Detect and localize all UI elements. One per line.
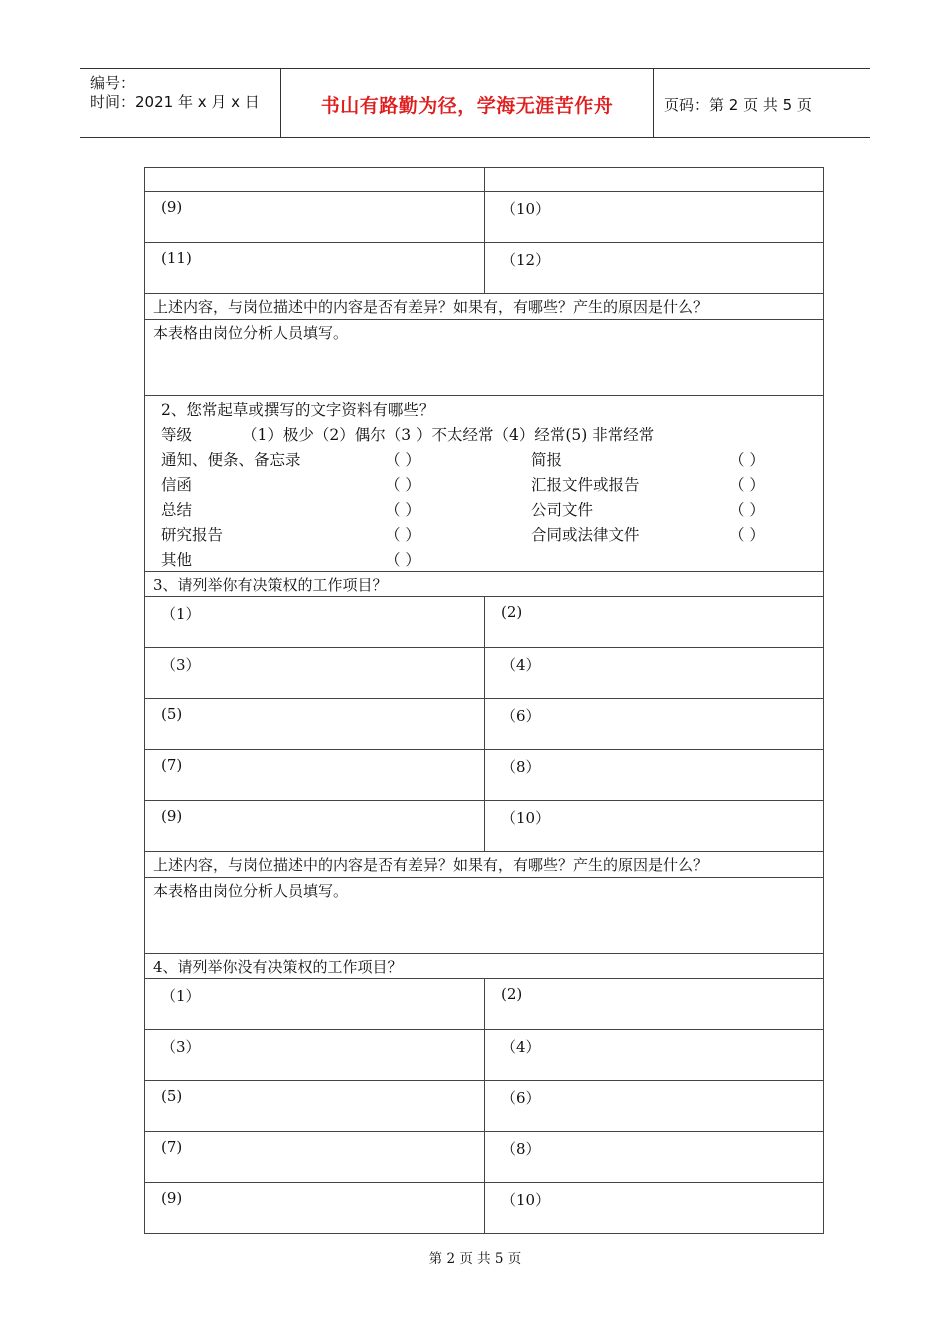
doc-type-label: 简报 [531,451,563,469]
non-decision-item-cell[interactable]: （6） [501,1089,541,1107]
table-row [144,572,824,597]
frequency-input[interactable]: （ ） [385,501,421,519]
writing-frequency-section [144,396,824,572]
frequency-level-label: 等级 [161,426,193,444]
doc-type-label: 其他 [161,551,193,569]
decision-item-cell[interactable]: （3） [145,648,485,698]
decision-item-cell[interactable]: （6） [501,707,541,725]
non-decision-item-cell[interactable]: （10） [501,1191,551,1209]
non-decision-item-cell[interactable]: （8） [501,1140,541,1158]
frequency-input[interactable]: （ ） [729,476,765,494]
non-decision-item-cell[interactable]: (5) [145,1081,485,1131]
frequency-input[interactable]: （ ） [385,551,421,569]
table-row [144,320,824,396]
frequency-input[interactable]: （ ） [385,526,421,544]
analyst-note-field[interactable]: 本表格由岗位分析人员填写。 [153,882,349,900]
table-row [144,1081,824,1132]
table-cell[interactable] [145,168,485,191]
table-row [144,1183,824,1234]
table-row [144,852,824,878]
table-row [144,1030,824,1081]
frequency-input[interactable]: （ ） [385,476,421,494]
doc-type-label: 汇报文件或报告 [531,476,640,494]
item-12-cell[interactable]: （12） [501,251,551,269]
decision-item-cell[interactable]: （8） [501,758,541,776]
frequency-scale [161,423,654,445]
item-11-cell[interactable]: (11) [145,243,485,293]
job-analysis-table [144,167,824,1234]
doc-type-label: 公司文件 [531,501,594,519]
section-4-question: 4、请列举你没有决策权的工作项目？ [153,958,403,976]
difference-question: 上述内容，与岗位描述中的内容是否有差异？如果有，有哪些？产生的原因是什么？ [153,298,709,316]
non-decision-item-cell[interactable]: (7) [145,1132,485,1182]
non-decision-item-cell[interactable]: (2) [501,985,523,1003]
table-row [144,750,824,801]
doc-type-label: 研究报告 [161,526,224,544]
decision-item-cell[interactable]: (7) [145,750,485,800]
header-motto-cell [281,69,654,137]
table-row [144,648,824,699]
page-header [80,68,870,138]
header-meta [80,69,281,137]
analyst-note-field[interactable]: 本表格由岗位分析人员填写。 [153,324,349,342]
doc-type-label: 信函 [161,476,193,494]
decision-item-cell[interactable]: (2) [501,603,523,621]
doc-type-label: 通知、便条、备忘录 [161,451,301,469]
non-decision-item-cell[interactable]: （1） [145,979,485,1029]
frequency-input[interactable]: （ ） [729,451,765,469]
table-row [144,167,824,192]
table-row [144,954,824,979]
doc-type-label: 总结 [161,501,193,519]
decision-item-cell[interactable]: （1） [145,597,485,647]
section-2-question: 2、您常起草或撰写的文字资料有哪些？ [161,401,435,419]
table-row [144,699,824,750]
frequency-levels: （1）极少（2）偶尔（3 ）不太经常（4）经常(5) 非常经常 [242,426,655,444]
table-row [144,294,824,320]
non-decision-item-cell[interactable]: （4） [501,1038,541,1056]
doc-type-label: 合同或法律文件 [531,526,640,544]
frequency-input[interactable]: （ ） [729,526,765,544]
table-row [144,979,824,1030]
decision-item-cell[interactable]: （4） [501,656,541,674]
decision-item-cell[interactable]: (9) [145,801,485,851]
non-decision-item-cell[interactable]: (9) [145,1183,485,1233]
difference-question: 上述内容，与岗位描述中的内容是否有差异？如果有，有哪些？产生的原因是什么？ [153,856,709,874]
section-3-question: 3、请列举你有决策权的工作项目？ [153,576,388,594]
page-indicator: 页码：第 2 页 共 5 页 [664,96,812,114]
table-cell[interactable] [485,168,823,191]
document-number: 编号： [90,74,136,92]
table-row [144,1132,824,1183]
item-9-cell[interactable]: (9) [145,192,485,242]
page-footer: 第 2 页 共 5 页 [428,1251,522,1267]
table-row [144,878,824,954]
header-page-cell [654,69,870,137]
table-row [144,243,824,294]
frequency-input[interactable]: （ ） [385,451,421,469]
decision-item-cell[interactable]: (5) [145,699,485,749]
decision-item-cell[interactable]: （10） [501,809,551,827]
non-decision-item-cell[interactable]: （3） [145,1030,485,1080]
frequency-input[interactable]: （ ） [729,501,765,519]
item-10-cell[interactable]: （10） [501,200,551,218]
motto: 书山有路勤为径，学海无涯苦作舟 [320,95,614,117]
table-row [144,801,824,852]
table-row [144,597,824,648]
table-row [144,192,824,243]
document-time: 时间：2021 年 x 月 x 日 [90,93,260,111]
